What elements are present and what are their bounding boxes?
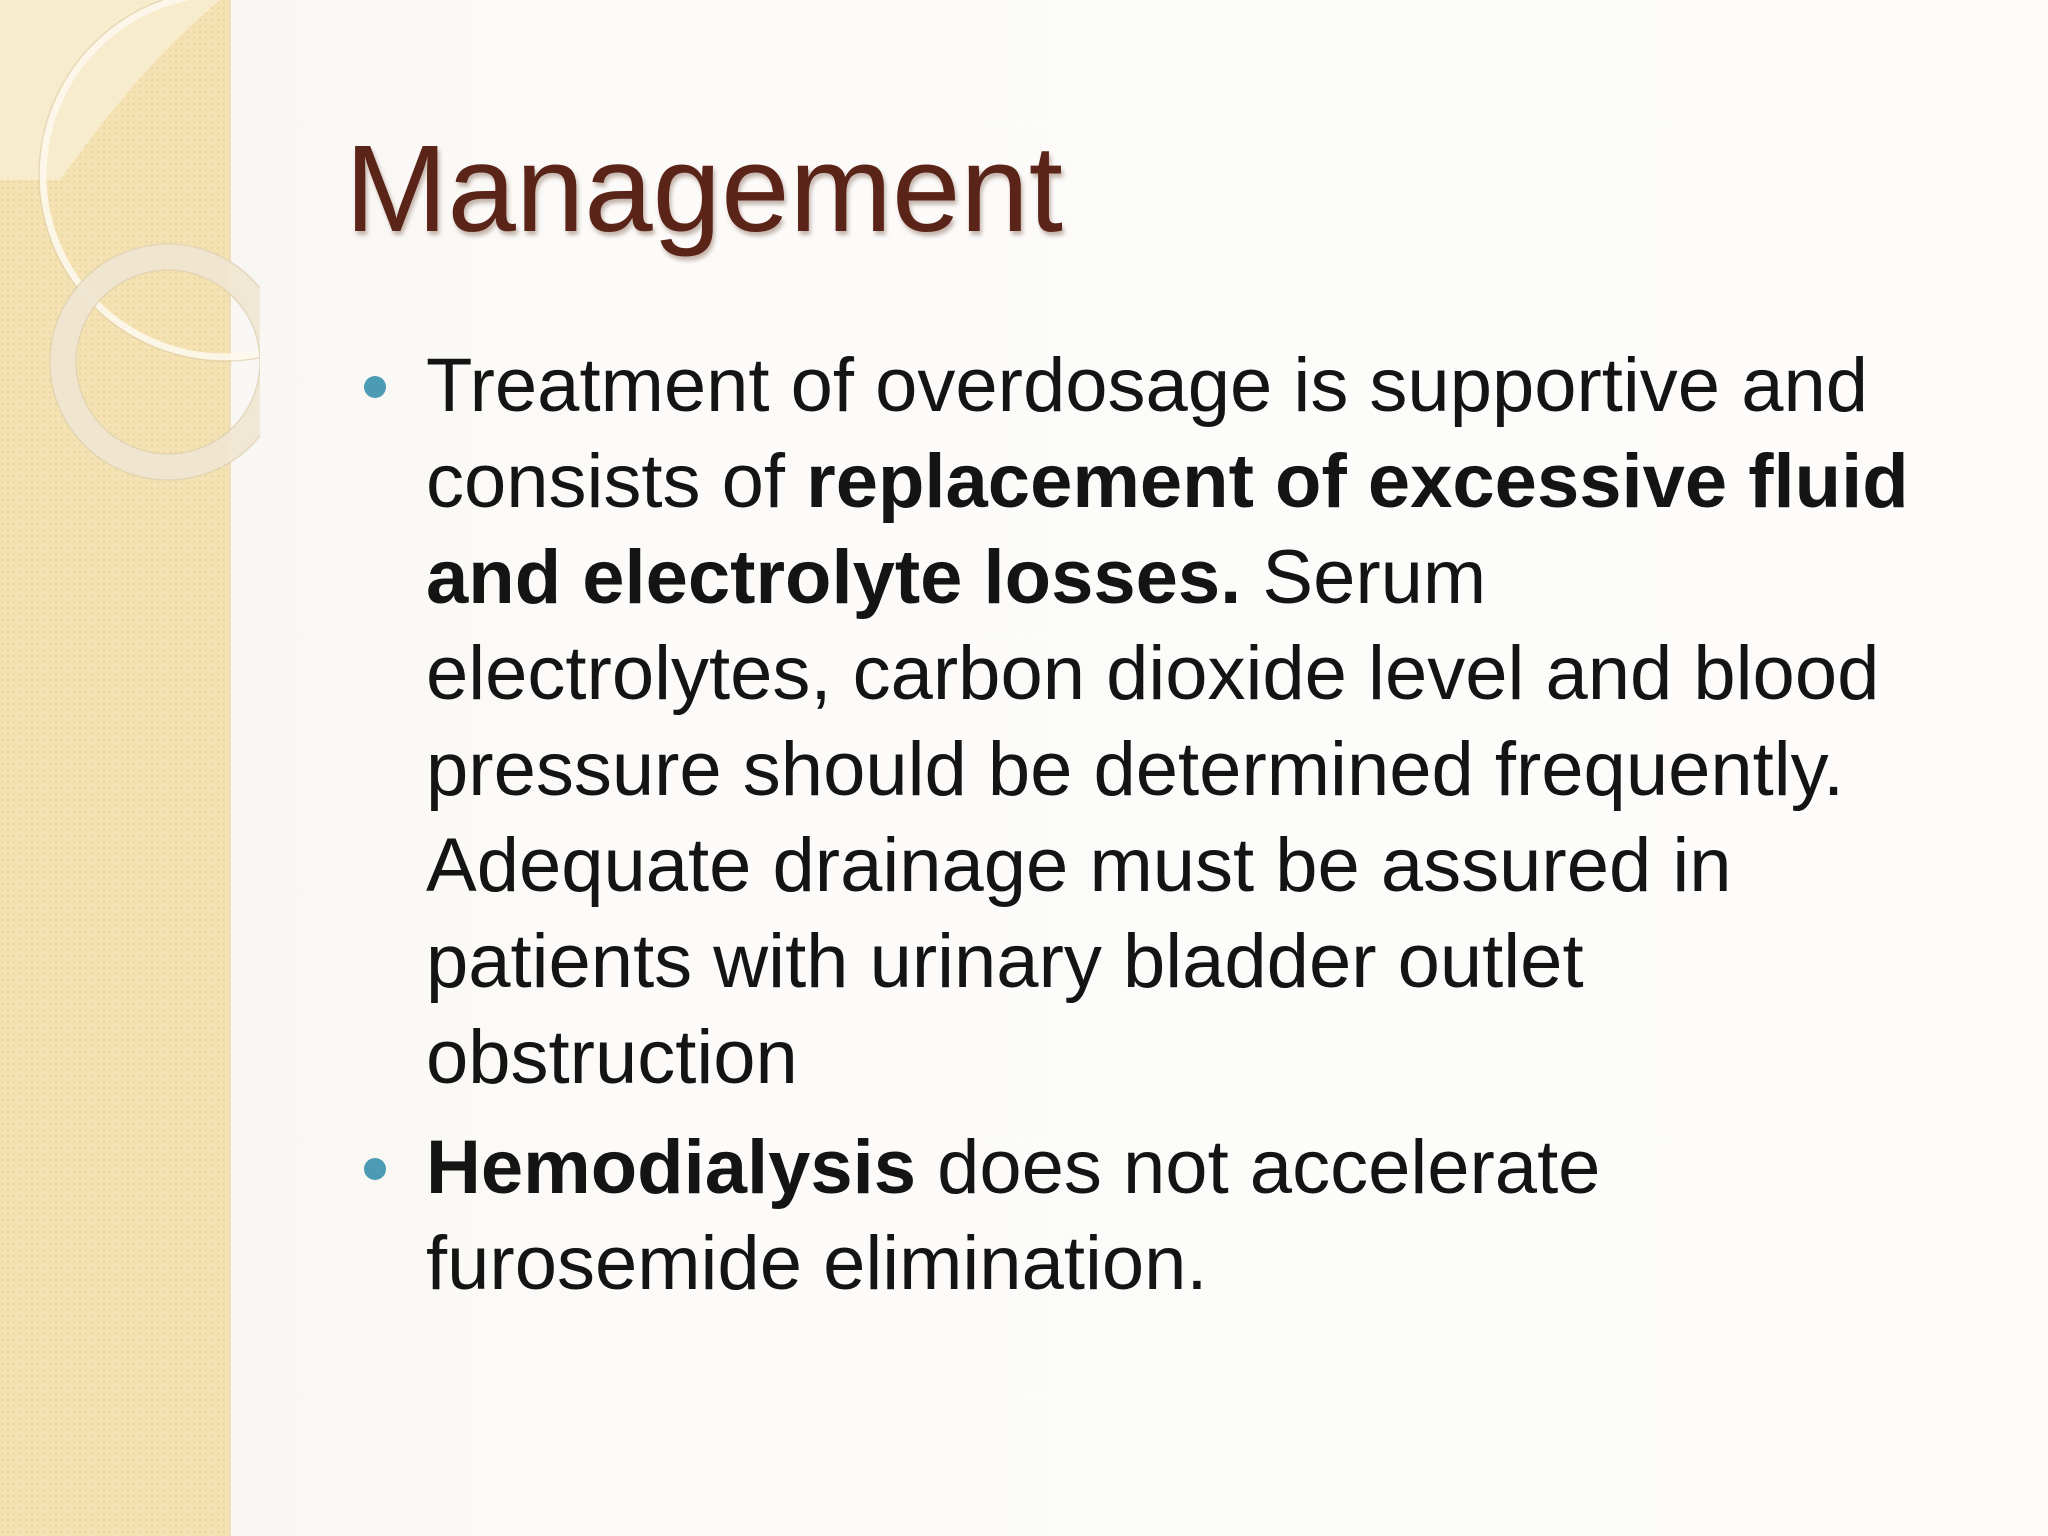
text-segment: Serum bbox=[1241, 535, 1487, 620]
slide-title: Management bbox=[345, 121, 1063, 258]
emphasis-text: and electrolyte losses. bbox=[426, 535, 1242, 620]
bullet-dot-icon bbox=[364, 376, 386, 398]
text-line bbox=[426, 914, 2004, 1010]
text-line bbox=[426, 434, 2004, 530]
text-segment: furosemide elimination. bbox=[426, 1221, 1208, 1306]
text-line bbox=[426, 818, 2004, 914]
bullet-dot-icon bbox=[364, 1158, 386, 1180]
text-line bbox=[426, 1216, 2004, 1312]
text-segment: does not accelerate bbox=[916, 1125, 1601, 1210]
decorative-rings bbox=[0, 0, 260, 520]
emphasis-text: replacement of excessive fluid bbox=[806, 439, 1909, 524]
text-segment: pressure should be determined frequently. bbox=[426, 727, 1845, 812]
bullet-list bbox=[364, 338, 2004, 1326]
text-segment: patients with urinary bladder outlet bbox=[426, 919, 1584, 1004]
emphasis-text: Hemodialysis bbox=[426, 1125, 916, 1210]
text-line bbox=[426, 338, 2004, 434]
bullet-item-hemodialysis bbox=[364, 1120, 2004, 1312]
text-segment: electrolytes, carbon dioxide level and blood bbox=[426, 631, 1880, 716]
text-line bbox=[426, 626, 2004, 722]
text-line bbox=[426, 1120, 2004, 1216]
text-segment: obstruction bbox=[426, 1015, 798, 1100]
text-segment: Adequate drainage must be assured in bbox=[426, 823, 1732, 908]
text-line bbox=[426, 1010, 2004, 1106]
text-segment: consists of bbox=[426, 439, 807, 524]
text-segment: Treatment of overdosage is supportive and bbox=[426, 343, 1868, 428]
bullet-item-overdosage bbox=[364, 338, 2004, 1106]
text-line bbox=[426, 530, 2004, 626]
text-line bbox=[426, 722, 2004, 818]
